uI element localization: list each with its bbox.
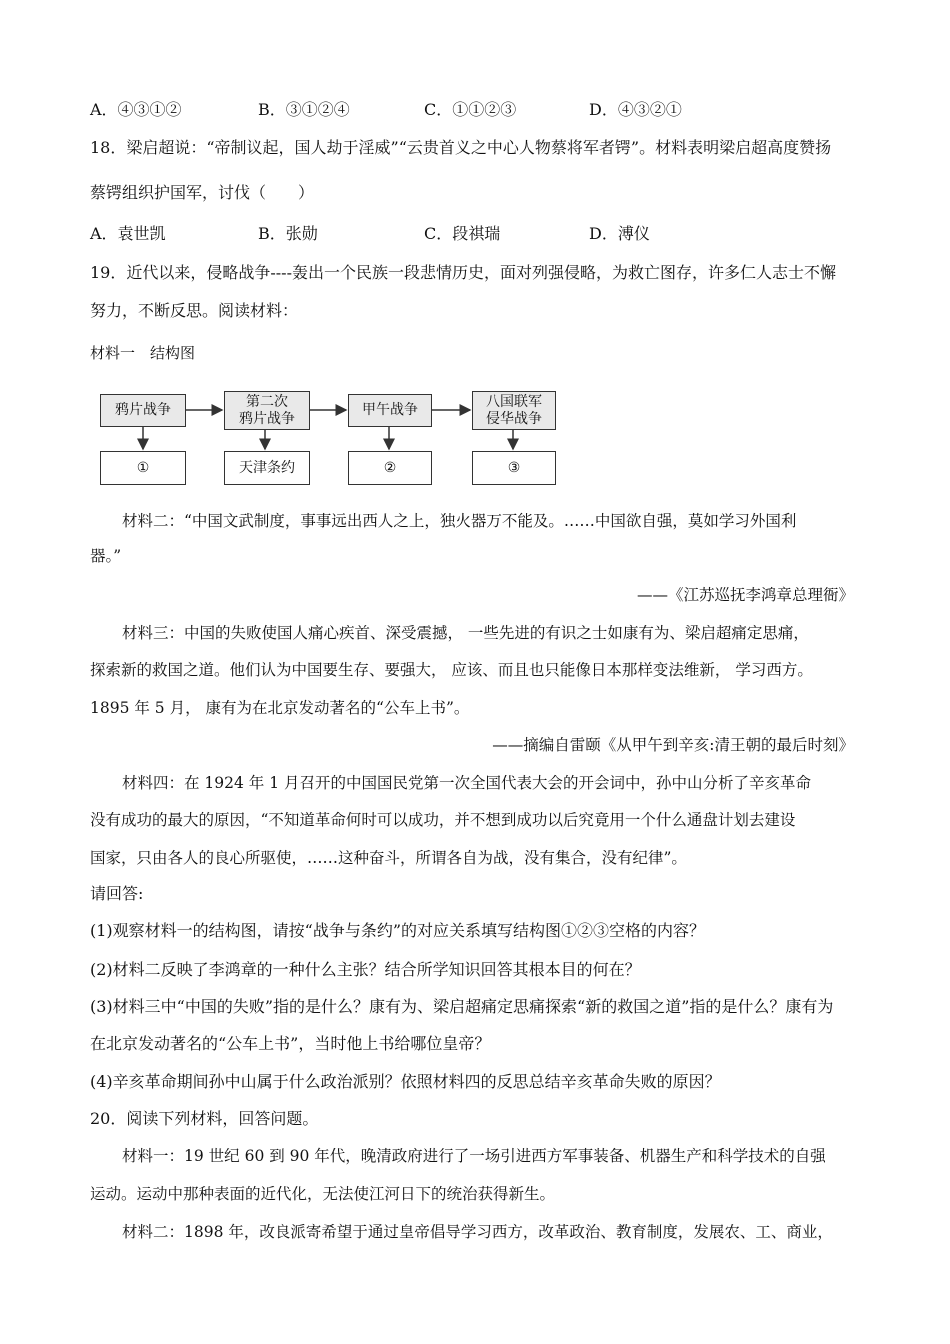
box-sino-japanese-war: 甲午战争: [348, 394, 432, 427]
q18-option-b: B．张勋: [258, 224, 318, 243]
q19-material2-line2: 器。”: [90, 547, 122, 565]
box-blank-1: ①: [100, 451, 186, 485]
box-blank-3: ③: [472, 451, 556, 485]
q17-option-b: B．③①②④: [258, 100, 350, 119]
q19-material3-source: ——摘编自雷颐《从甲午到辛亥:清王朝的最后时刻》: [492, 736, 854, 754]
box-second-opium-war: 第二次 鸦片战争: [224, 391, 310, 430]
q18-option-c: C．段祺瑞: [424, 224, 501, 243]
q18-option-a: A．袁世凯: [90, 224, 166, 243]
q19-sub4: (4)辛亥革命期间孙中山属于什么政治派别？依照材料四的反思总结辛亥革命失败的原因？: [90, 1072, 721, 1091]
box-opium-war: 鸦片战争: [100, 394, 186, 427]
q17-option-d: D．④③②①: [589, 100, 682, 119]
q19-sub3-line1: (3)材料三中“中国的失败”指的是什么？康有为、梁启超痛定思痛探索“新的救国之道”指的是什么？康有为: [90, 997, 834, 1016]
box-eight-nation-war: 八国联军 侵华战争: [472, 391, 556, 430]
q19-material2-source: ——《江苏巡抚李鸿章总理衙》: [636, 586, 854, 604]
q18-option-d: D．溥仪: [589, 224, 650, 243]
q19-material4-line3: 国家，只由各人的良心所驱使，……这种奋斗，所谓各自为战，没有集合，没有纪律”。: [90, 849, 687, 867]
q17-option-c: C．①①②③: [424, 100, 517, 119]
q19-material3-line3: 1895 年 5 月， 康有为在北京发动著名的“公车上书”。: [90, 699, 470, 717]
q19-material3-line1: 材料三：中国的失败使国人痛心疾首、深受震撼， 一些先进的有识之士如康有为、梁启超痛定思痛，: [122, 624, 809, 642]
q19-material2-line1: 材料二：“中国文武制度，事事远出西人之上，独火器万不能及。……中国欲自强，莫如学习外国利: [122, 512, 797, 530]
q20-title: 20．阅读下列材料，回答问题。: [90, 1109, 319, 1128]
q18-stem-line1: 18．梁启超说：“帝制议起，国人劫于淫威”“云贵首义之中心人物蔡将军者锷”。材料表明梁启超高度赞扬: [90, 138, 832, 157]
q19-material3-line2: 探索新的救国之道。他们认为中国要生存、要强大， 应该、而且也只能像日本那样变法维新， 学习西方。: [90, 661, 813, 679]
q19-material4-line1: 材料四：在 1924 年 1 月召开的中国国民党第一次全国代表大会的开会词中，孙中山分析了辛亥革命: [122, 774, 812, 792]
q20-material1-line2: 运动。运动中那种表面的近代化，无法使江河日下的统治获得新生。: [90, 1185, 556, 1203]
q19-stem-line2: 努力，不断反思。阅读材料：: [90, 301, 299, 320]
box-treaty-tianjin: 天津条约: [224, 451, 310, 485]
q19-material4-line2: 没有成功的最大的原因，“不知道革命何时可以成功，并不想到成功以后究竟用一个什么通盘计划去建设: [90, 811, 796, 829]
q18-stem-line2: 蔡锷组织护国军，讨伐（ ）: [90, 183, 315, 202]
q19-material1-title: 材料一 结构图: [90, 344, 196, 362]
q19-ask: 请回答:: [90, 884, 144, 903]
q19-sub1: (1)观察材料一的结构图，请按“战争与条约”的对应关系填写结构图①②③空格的内容？: [90, 921, 706, 940]
q20-material2-line1: 材料二：1898 年，改良派寄希望于通过皇帝倡导学习西方，改革政治、教育制度，发展农、工、商业，: [122, 1223, 833, 1241]
q17-option-a: A．④③①②: [90, 100, 182, 119]
box-blank-2: ②: [348, 451, 432, 485]
q19-sub2: (2)材料二反映了李鸿章的一种什么主张？结合所学知识回答其根本目的何在？: [90, 960, 641, 979]
q19-stem-line1: 19．近代以来，侵略战争----轰出一个民族一段悲情历史，面对列强侵略，为救亡图存，许多仁人志士不懈: [90, 263, 836, 282]
q20-material1-line1: 材料一：19 世纪 60 到 90 年代，晚清政府进行了一场引进西方军事装备、机器生产和科学技术的自强: [122, 1147, 826, 1165]
q19-sub3-line2: 在北京发动著名的“公车上书”，当时他上书给哪位皇帝？: [90, 1034, 491, 1053]
